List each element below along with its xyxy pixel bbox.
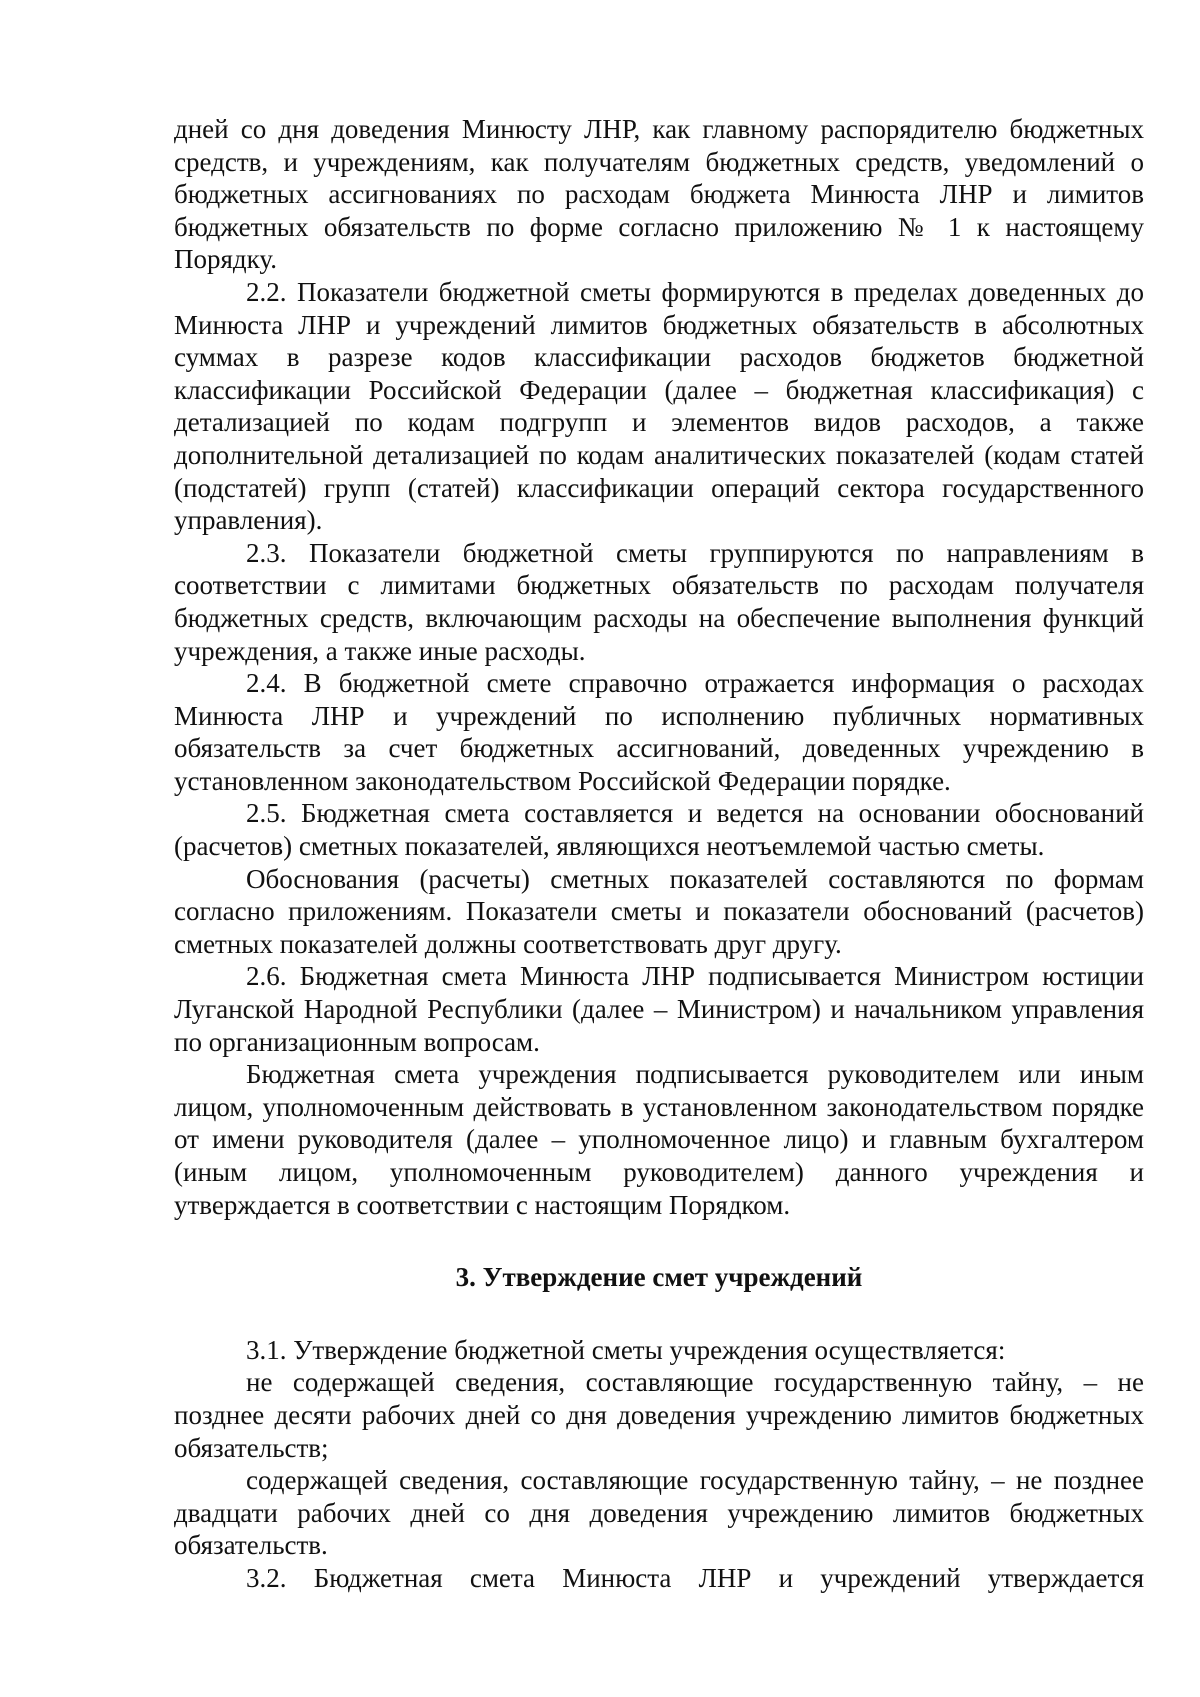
- document-body: [174, 113, 1144, 1595]
- paragraph-2-4: 2.4. В бюджетной смете справочно отражается информация о расходах Минюста ЛНР и учреждений по исполнению публичных нормативных обязательств за счет бюджетных ассигнований, доведенных учреждению в установленном законодательством Российской Федерации порядке.: [174, 668, 1144, 796]
- paragraph-justifications: Обоснования (расчеты) сметных показателей составляются по формам согласно приложениям. Показатели сметы и показатели обоснований (расчетов) сметных показателей должны соответствовать друг другу.: [174, 863, 1144, 959]
- paragraph-continuation: дней со дня доведения Минюсту ЛНР, как главному распорядителю бюджетных средств, и учреждениям, как получателям бюджетных средств, уведомлений о бюджетных ассигнованиях по расходам бюджета Минюста ЛНР и лимитов бюджетных обязательств по форме согласно приложению № 1 к настоящему Порядку.: [174, 114, 1144, 275]
- paragraph-2-3: 2.3. Показатели бюджетной сметы группируются по направлениям в соответствии с лимитами бюджетных обязательств по расходам получателя бюджетных средств, включающим расходы на обеспечение выполнения функций учреждения, а также иные расходы.: [174, 537, 1144, 666]
- paragraph-3-1-secret: содержащей сведения, составляющие государственную тайну, – не позднее двадцати рабочих дней со дня доведения учреждению лимитов бюджетных обязательств.: [174, 1465, 1144, 1561]
- paragraph-2-6: 2.6. Бюджетная смета Минюста ЛНР подписывается Министром юстиции Луганской Народной Республики (далее – Министром) и начальником управления по организационным вопросам.: [174, 961, 1144, 1057]
- paragraph-2-2: 2.2. Показатели бюджетной сметы формируются в пределах доведенных до Минюста ЛНР и учреждений лимитов бюджетных обязательств в абсолютных суммах в разрезе кодов классификации расходов бюджетов бюджетной классификации Российской Федерации (далее – бюджетная классификация) с детализацией по кодам подгрупп и элементов видов расходов, а также дополнительной детализацией по кодам аналитических показателей (кодам статей (подстатей) групп (статей) классификации операций сектора государственного управления).: [174, 276, 1144, 536]
- paragraph-3-1: 3.1. Утверждение бюджетной сметы учреждения осуществляется:: [246, 1334, 1006, 1365]
- paragraph-3-2: 3.2. Бюджетная смета Минюста ЛНР и учреждений утверждается: [246, 1562, 1144, 1593]
- paragraph-3-1-no-secret: не содержащей сведения, составляющие государственную тайну, – не позднее десяти рабочих дней со дня доведения учреждению лимитов бюджетных обязательств;: [174, 1367, 1144, 1463]
- paragraph-institution-signing: Бюджетная смета учреждения подписывается руководителем или иным лицом, уполномоченным действовать в установленном законодательством порядке от имени руководителя (далее – уполномоченное лицо) и главным бухгалтером (иным лицом, уполномоченным руководителем) данного учреждения и утверждается в соответствии с настоящим Порядком.: [174, 1059, 1144, 1220]
- paragraph-2-5: 2.5. Бюджетная смета составляется и ведется на основании обоснований (расчетов) сметных показателей, являющихся неотъемлемой частью сметы.: [174, 798, 1144, 862]
- section-3-heading: 3. Утверждение смет учреждений: [455, 1262, 863, 1293]
